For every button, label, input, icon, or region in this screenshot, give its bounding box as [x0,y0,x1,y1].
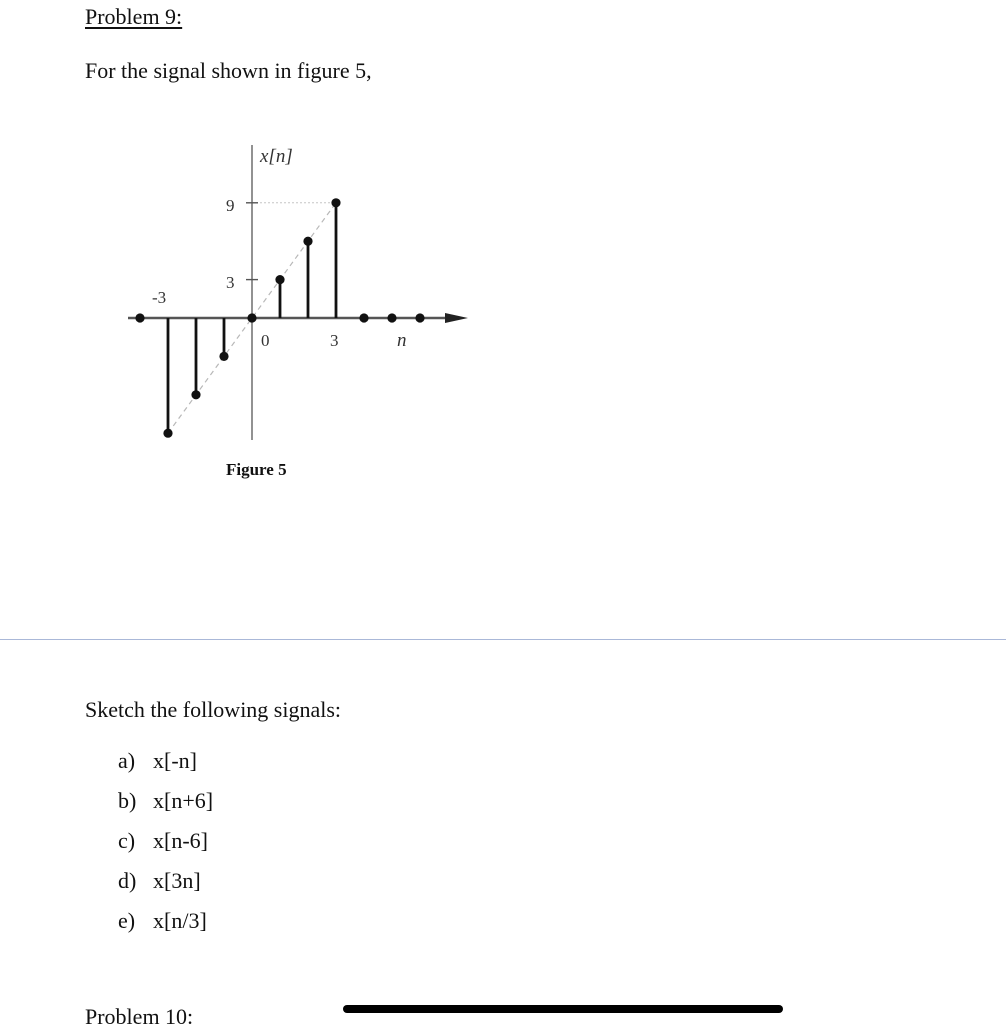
task-marker: a) [118,748,136,773]
task-marker: e) [118,908,136,933]
task-marker: c) [118,828,136,853]
y-tick-label-3: 3 [226,273,235,292]
sample-point [359,313,368,322]
n-axis-arrow-icon [445,313,468,323]
task-marker: d) [118,868,137,893]
sample-point [275,275,284,284]
sample-point [191,390,200,399]
sketch-prompt: Sketch the following signals: [85,697,342,722]
task-list [118,746,213,946]
next-problem-heading: Problem 10: [85,1004,194,1024]
task-item [118,866,213,906]
sample-point [219,352,228,361]
sample-point [135,313,144,322]
task-expression: x[-n] [153,748,197,773]
x-tick-label-0: 0 [261,331,270,350]
sample-point [415,313,424,322]
y-tick-label-9: 9 [226,196,235,215]
sample-point [387,313,396,322]
figure-caption: Figure 5 [226,460,287,479]
y-axis-label: x[n] [260,146,293,167]
x-tick-label-neg3: -3 [152,288,167,307]
stem-plot [120,140,480,490]
figure-5 [120,140,480,490]
home-indicator[interactable] [343,1005,783,1013]
problem-heading: Problem 9: [85,4,183,29]
sample-point [163,429,172,438]
task-expression: x[3n] [153,868,201,893]
x-tick-label-3: 3 [330,331,339,350]
task-expression: x[n/3] [153,908,207,933]
task-expression: x[n+6] [153,788,214,813]
sample-point [331,198,340,207]
task-item [118,786,213,826]
task-marker: b) [118,788,137,813]
x-axis-label: n [397,330,407,351]
sample-point [303,237,312,246]
problem-intro: For the signal shown in figure 5, [85,58,372,83]
task-item [118,746,213,786]
page-divider [0,639,1006,640]
task-expression: x[n-6] [153,828,208,853]
sample-point [247,313,256,322]
task-item [118,906,213,946]
task-item [118,826,213,866]
